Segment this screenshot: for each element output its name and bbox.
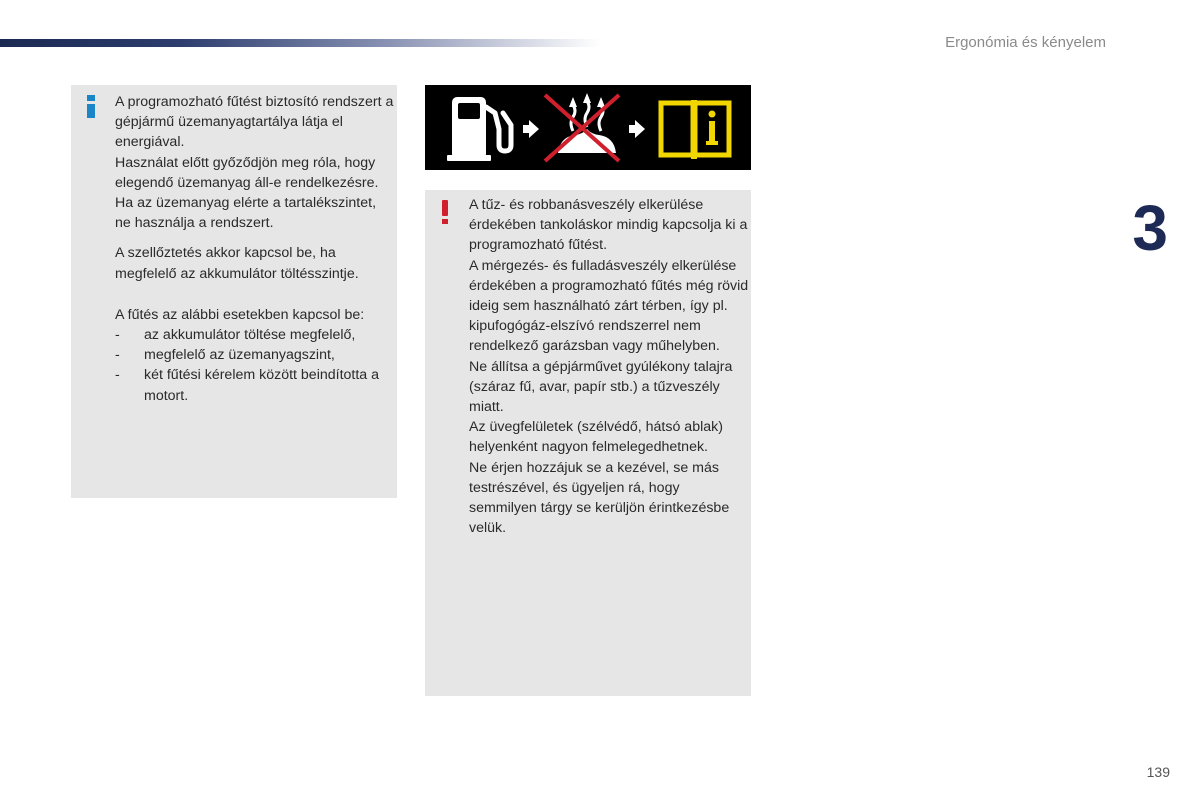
warning-paragraph: Ne érjen hozzájuk se a kezével, se más testrészével, és ügyeljen rá, hogy semmilyen tárgy se kerüljön érintkezésbe velük. [469, 459, 730, 537]
warning-paragraph: A tűz- és robbanásveszély elkerülése érdekében tankoláskor mindig kapcsolja ki a programozható fűtést. [469, 197, 748, 254]
warning-paragraph: A mérgezés- és fulladásveszély elkerülése érdekében a programozható fűtés még rövid ideig sem használható zárt térben, így pl. kipufogógáz-elszívó rendszerrel nem rendelkező garázsban vagy műhelyben. [469, 257, 749, 355]
info-paragraph: A programozható fűtést biztosító rendszert a gépjármű üzemanyagtartálya látja el energiával. [115, 94, 394, 151]
info-paragraph: Ha az üzemanyag elérte a tartalékszintet, ne használja a rendszert. [115, 195, 377, 232]
info-box [71, 85, 397, 498]
manual-book-icon [661, 100, 729, 159]
fuel-pump-icon [447, 97, 511, 161]
warning-exclamation-icon [441, 200, 449, 224]
chapter-number: 3 [1132, 192, 1168, 264]
section-title: Ergonómia és kényelem [945, 34, 1106, 51]
heater-crossed-out-icon [545, 93, 619, 161]
symbol-panel [425, 85, 751, 170]
list-item: - két fűtési kérelem között beindította a motort. [115, 367, 380, 404]
arrow-right-icon [523, 120, 539, 138]
info-icon [86, 95, 96, 117]
conditions-list [115, 325, 395, 406]
list-item: - megfelelő az üzemanyagszint, [115, 347, 335, 364]
info-text [115, 92, 395, 406]
info-paragraph: A fűtés az alábbi esetekben kapcsol be: [115, 306, 365, 323]
list-item: - az akkumulátor töltése megfelelő, [115, 327, 356, 344]
info-paragraph: A szellőztetés akkor kapcsol be, ha megfelelő az akkumulátor töltésszintje. [115, 245, 359, 282]
page-number: 139 [1146, 764, 1170, 780]
arrow-right-icon [629, 120, 645, 138]
warning-text [469, 195, 749, 538]
warning-paragraph: Az üvegfelületek (szélvédő, hátsó ablak) helyenként nagyon felmelegedhetnek. [469, 419, 723, 456]
info-paragraph: Használat előtt győződjön meg róla, hogy elegendő üzemanyag áll-e rendelkezésre. [115, 154, 379, 191]
warning-paragraph: Ne állítsa a gépjárművet gyúlékony talajra (száraz fű, avar, papír stb.) a tűzveszély miatt. [469, 358, 733, 416]
header-accent-bar [0, 39, 600, 47]
warning-box [425, 190, 751, 696]
